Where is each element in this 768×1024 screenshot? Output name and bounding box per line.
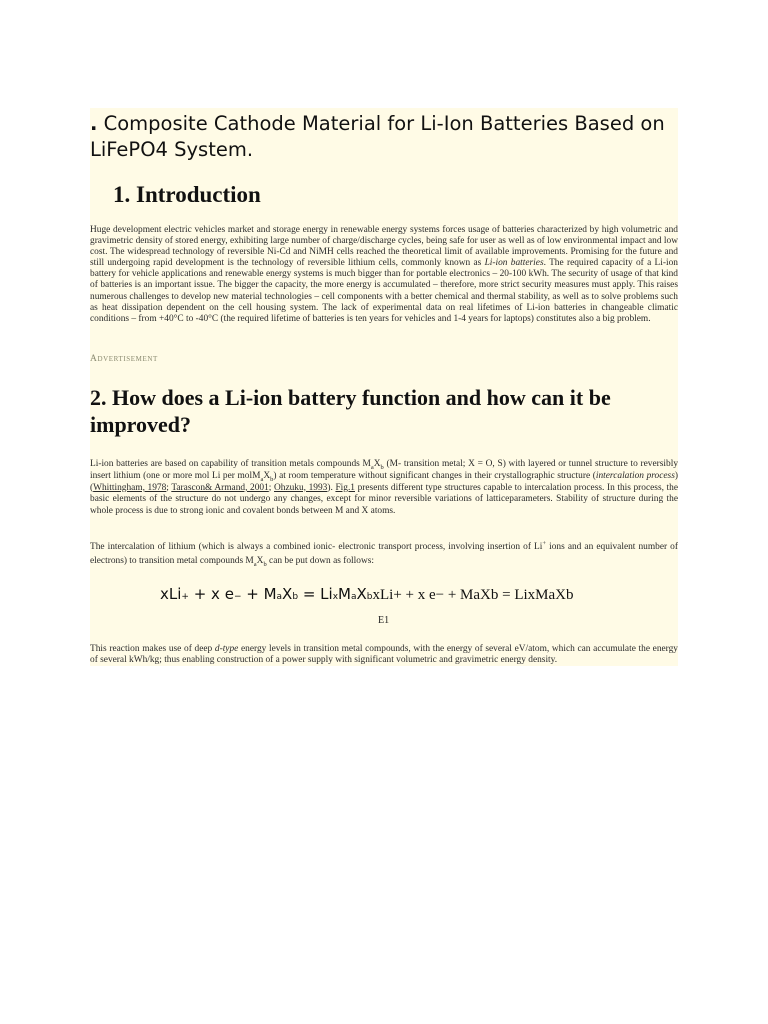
section-heading-introduction: 1. Introduction: [113, 182, 261, 207]
reaction-paragraph: [90, 644, 678, 666]
intercalation-equation: [160, 585, 574, 604]
text: The intercalation of lithium (which is always a combined ionic- electronic transport process, involving insertion of Li: [90, 542, 543, 552]
subscript: a: [253, 560, 257, 568]
equation-label: E1: [378, 615, 390, 626]
eq-part: X: [356, 585, 367, 603]
intro-text-a: Huge development electric vehicles market and storage energy in renewable energy systems forces usage of batteries characterized by high volumetric and gravimetric density of stored energy, exhibiting large number of charge/discharge cycles, being safe for user as well as of low environmental impact and low cost. The widespread technology of reversible Ni-Cd and NiMH cells reached the theoretical limit of available improvements. Promising for the future and still undergoing rapid development is the technology of reversible lithium cells, commonly known as: [90, 225, 678, 269]
emphasis: d-type: [214, 644, 239, 654]
text: ) (: [90, 470, 678, 493]
text: ) at room temperature without significant changes in their crystallographic structure (: [273, 470, 596, 481]
text: ).: [327, 482, 336, 493]
document-title: [90, 111, 670, 163]
title-bullet: .: [90, 112, 98, 135]
introduction-paragraph: [90, 225, 678, 325]
eq-plain-text: xLi+ + x e− + MaXb = LixMaXb: [372, 587, 574, 603]
eq-part: X: [282, 585, 293, 603]
advertisement-label: Advertisement: [90, 354, 158, 364]
eq-part: xLi: [160, 585, 182, 603]
eq-part: M: [338, 585, 351, 603]
document-page: [90, 108, 678, 666]
text: Li-ion batteries are based on capability of transition metals compounds M: [90, 459, 371, 469]
citation-link-whittingham[interactable]: Whittingham, 1978: [93, 482, 167, 493]
intro-text-b: . The required capacity of a Li-ion battery for vehicle applications and renewable energy systems is much bigger than for portable electronics – 20-100 kWh. The security of usage of that kind of batteries is an important issue. The bigger the capacity, the more energy is accumulated – therefore, more strict security measures must apply. This raises numerous challenges to develop new material technologies – cell components with a better chemical and thermal stability, as well as to solve problems such as heat dissipation dependent on the cell housing system. The lack of experimental data on real lifetimes of Li-ion batteries in changeable climatic conditions – from +40°C to -40°C (the required lifetime of batteries is ten years for vehicles and 1-4 years for laptops) constitutes also a big problem.: [90, 258, 678, 324]
text: X: [256, 556, 264, 566]
section-heading-function: 2. How does a Li-ion battery function and how can it be improved?: [90, 385, 611, 437]
eq-sub: +: [181, 592, 189, 602]
eq-sub: b: [292, 592, 299, 602]
subscript: a: [370, 463, 374, 471]
separator: ;: [268, 482, 274, 493]
citation-link-ohzuku[interactable]: Ohzuku, 1993: [274, 482, 328, 493]
emphasis: intercalation process: [595, 470, 675, 481]
text: ions and an equivalent number of electrons) to transition metal compounds M: [90, 542, 678, 566]
eq-part: = Li: [298, 585, 333, 603]
text: X: [373, 459, 381, 469]
subscript: b: [380, 463, 384, 471]
eq-sub: a: [350, 592, 357, 602]
eq-sub: b: [366, 592, 373, 602]
separator: ;: [166, 482, 172, 493]
figure-link-fig1[interactable]: Fig.1: [335, 482, 355, 493]
text: (M- transition metal; X = O, S) with layered or tunnel structure to reversibly insert lithium (one or more mol Li per molM: [90, 459, 678, 481]
text: energy levels in transition metal compounds, with the energy of several eV/atom, which can accumulate the energy of several kWh/kg; thus enabling construction of a power supply with significant volumetric and gravimetric energy density.: [90, 644, 678, 666]
citation-link-tarascon[interactable]: Tarascon& Armand, 2001: [171, 482, 269, 493]
eq-sub: x: [332, 592, 339, 602]
subscript: b: [263, 560, 267, 568]
eq-part: + M: [241, 585, 277, 603]
text: This reaction makes use of deep: [90, 644, 215, 654]
intro-text-emphasis: Li-ion batteries: [484, 258, 544, 269]
text: X: [263, 470, 271, 481]
title-text: Composite Cathode Material for Li-Ion Batteries Based on LiFePO4 System.: [90, 112, 665, 161]
superscript: +: [542, 539, 547, 547]
eq-sub: −: [233, 592, 242, 602]
eq-part: + x e: [188, 585, 234, 603]
text: presents different type structures capable to intercalation process. In this process, the basic elements of the structure do not undergo any changes, except for minor reversible variations of latticeparameters. Stability of structure during the whole process is due to strong ionic and covalent bonds between M and X atoms.: [90, 482, 678, 517]
subscript: a: [260, 475, 264, 483]
function-paragraph: [90, 459, 678, 518]
intercalation-paragraph: [90, 540, 678, 568]
text: can be put down as follows:: [266, 556, 374, 566]
eq-sub: a: [276, 592, 283, 602]
subscript: b: [270, 475, 274, 483]
